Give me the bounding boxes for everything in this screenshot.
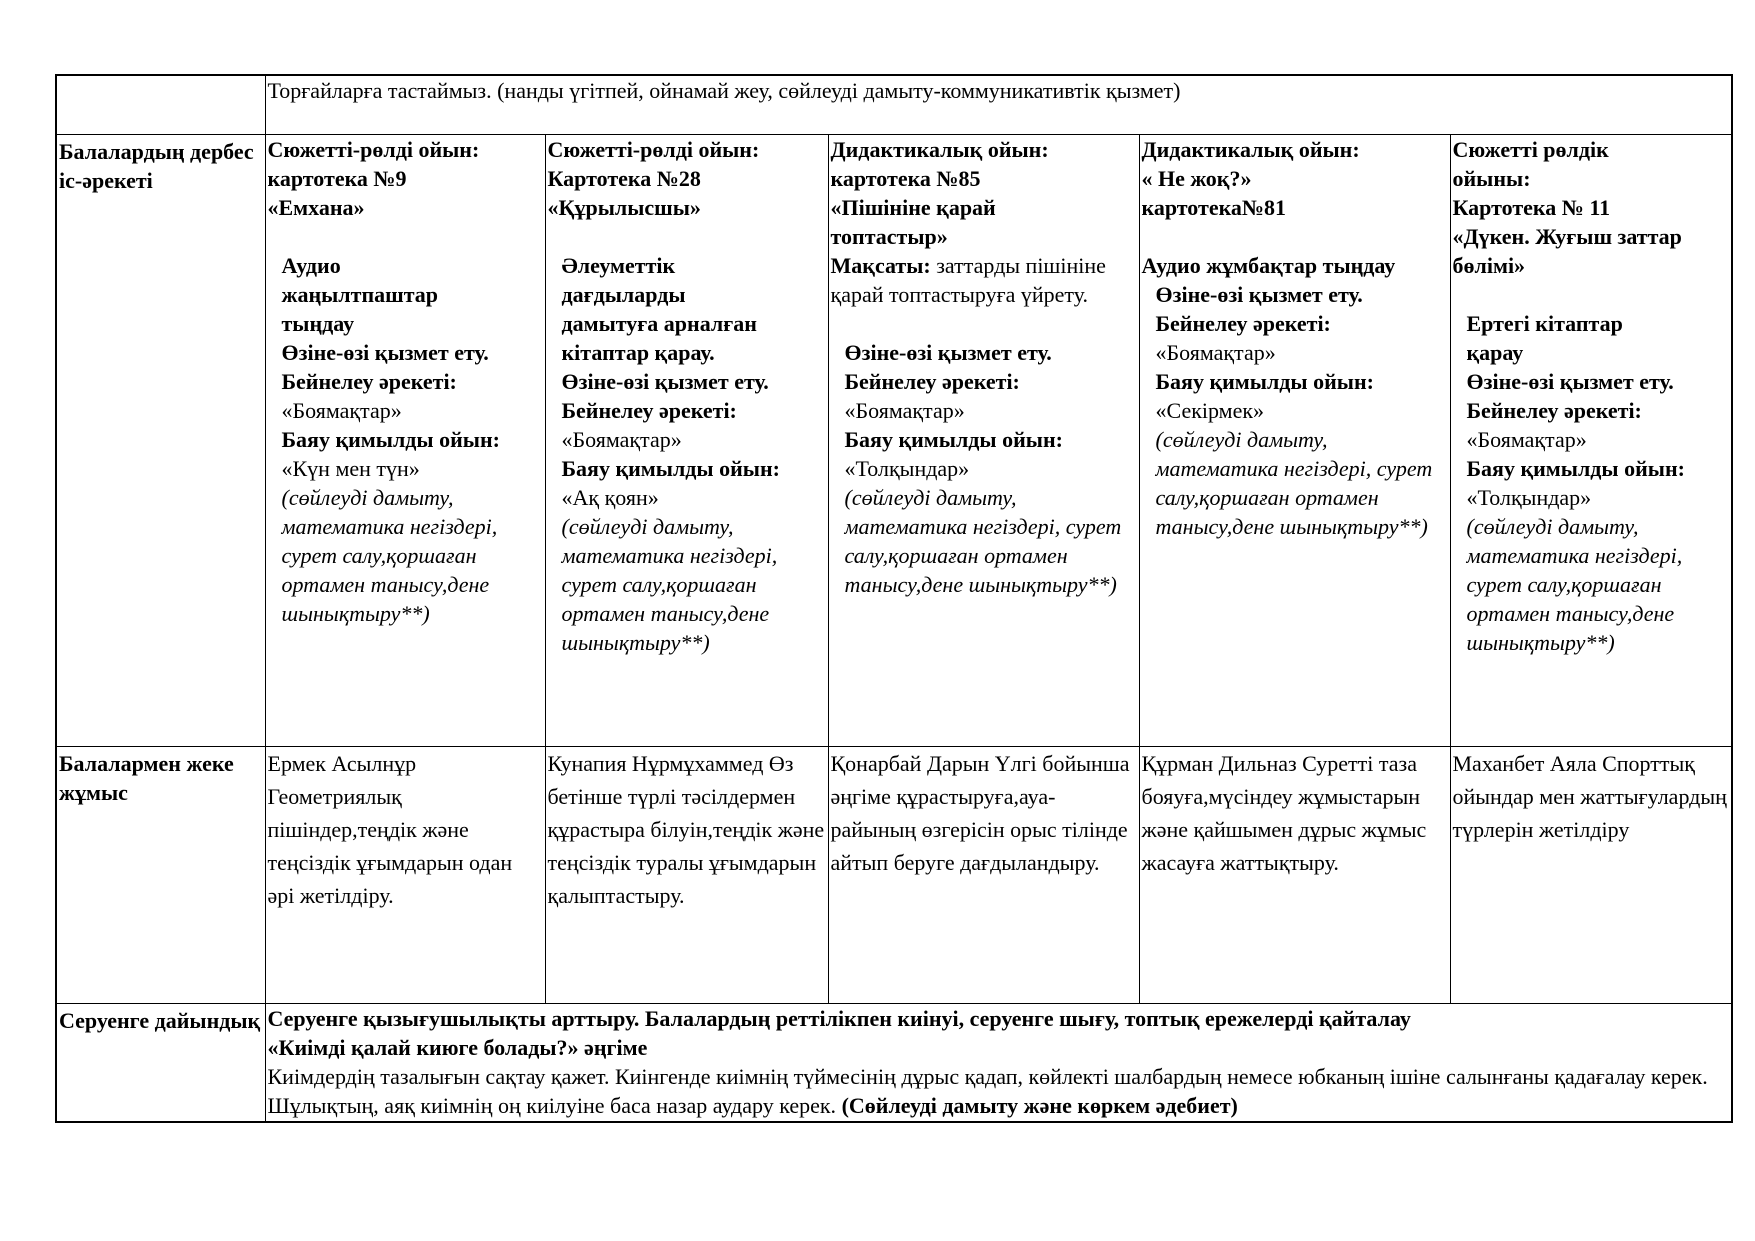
integration-note: (сөйлеуді дамыту, математика негіздері, сурет салу,қоршаған ортамен танысу,дене шынықтыру**): [281, 485, 498, 626]
activity-title: Сюжетті-рөлді ойын:: [267, 137, 480, 162]
art-activity: «Боямақтар»: [561, 427, 682, 452]
activity-title: картотека №85: [830, 166, 981, 191]
activity-item: Бейнелеу әрекеті:: [1466, 398, 1642, 423]
audio-riddles: Аудио жұмбақтар тыңдау: [1141, 253, 1396, 278]
feeding-birds-text: Торғайларға тастаймыз. (нанды үгітпей, ойнамай жеу, сөйлеуді дамыту-коммуникативтік қызмет): [265, 75, 1732, 135]
walk-prep-cell: [265, 1004, 1732, 1123]
individual-work-cell: [265, 747, 545, 1004]
game-name: «Ақ қоян»: [561, 485, 659, 510]
game-name: «Секірмек»: [1155, 398, 1265, 423]
activity-item: Өзіне-өзі қызмет ету.: [561, 369, 769, 394]
walk-prep-integration: (Сөйлеуді дамыту және көркем әдебиет): [841, 1093, 1238, 1118]
activity-item: Бейнелеу әрекеті:: [844, 369, 1020, 394]
individual-work-cell: [545, 747, 828, 1004]
table-row: [56, 747, 1732, 1004]
row-label: [56, 75, 265, 135]
activity-title: «Дүкен. Жуғыш заттар: [1452, 224, 1682, 249]
individual-work-cell: [1139, 747, 1450, 1004]
walk-prep-line3: Киімдердің тазалығын сақтау қажет. Киінгенде киімнің түймесінің дұрыс қадап, көйлекті шалбардың немесе юбканың ішіне салынғаны қадағалау керек. Шұлықтың, аяқ киімнің оң киілуіне баса назар аудару керек.: [267, 1064, 1708, 1118]
table-row: [56, 1004, 1732, 1123]
activity-cell-2: [545, 135, 828, 747]
goal-label: Мақсаты:: [830, 253, 931, 278]
integration-note: (сөйлеуді дамыту, математика негіздері, сурет салу,қоршаған ортамен танысу,дене шынықтыру**): [1466, 514, 1683, 655]
activity-title: Дидактикалық ойын:: [830, 137, 1049, 162]
activity-title: «Емхана»: [267, 195, 365, 220]
game-name: «Толқындар»: [844, 456, 970, 481]
activity-title: Картотека №28: [547, 166, 701, 191]
individual-work-text: Ермек Асылнұр Геометриялық пішіндер,теңдік және теңсіздік ұғымдарын одан әрі жетілдіру.: [267, 751, 513, 908]
activity-item: кітаптар қарау.: [561, 340, 715, 365]
activity-item: Әлеуметтік: [561, 253, 676, 278]
art-activity: «Боямақтар»: [1155, 340, 1276, 365]
activity-item: Бейнелеу әрекеті:: [561, 398, 737, 423]
activity-item: қарау: [1466, 340, 1524, 365]
individual-work-text: Қонарбай Дарын Үлгі бойынша әңгіме құрастыруға,ауа-райының өзгерісін орыс тілінде айтып беруге дағдыландыру.: [830, 751, 1130, 875]
activity-title: картотека№81: [1141, 195, 1287, 220]
individual-work-cell: [1450, 747, 1732, 1004]
schedule-table: [55, 74, 1733, 1123]
activity-title: картотека №9: [267, 166, 407, 191]
activity-cell-4: [1139, 135, 1450, 747]
activity-title: Сюжетті-рөлді ойын:: [547, 137, 760, 162]
game-label: Баяу қимылды ойын:: [281, 427, 500, 452]
integration-note: (сөйлеуді дамыту, математика негіздері, сурет салу,қоршаған ортамен танысу,дене шынықтыру**): [1155, 427, 1433, 539]
row-label: Балалармен жеке жұмыс: [56, 747, 265, 1004]
activity-item: Өзіне-өзі қызмет ету.: [1466, 369, 1674, 394]
walk-prep-line2: «Киімді қалай киюге болады?» әңгіме: [267, 1035, 648, 1060]
activity-item: Бейнелеу әрекеті:: [281, 369, 457, 394]
table-row: [56, 75, 1732, 135]
walk-prep-line1: Серуенге қызығушылықты арттыру. Балалардың реттілікпен киінуі, серуенге шығу, топтық ережелерді қайталау: [267, 1006, 1411, 1031]
activity-item: Аудио: [281, 253, 341, 278]
activity-item: Өзіне-өзі қызмет ету.: [281, 340, 489, 365]
activity-item: жаңылтпаштар: [281, 282, 439, 307]
game-label: Баяу қимылды ойын:: [844, 427, 1063, 452]
activity-item: Ертегі кітаптар: [1466, 311, 1623, 336]
activity-item: дамытуға арналған: [561, 311, 757, 336]
activity-title: ойыны:: [1452, 166, 1531, 191]
activity-cell-3: [828, 135, 1139, 747]
row-label: Серуенге дайындық: [56, 1004, 265, 1123]
activity-title: Дидактикалық ойын:: [1141, 137, 1360, 162]
row-label: Балалардың дербес іс-әрекеті: [56, 135, 265, 747]
individual-work-cell: [828, 747, 1139, 1004]
activity-title: «Құрылысшы»: [547, 195, 701, 220]
game-name: «Толқындар»: [1466, 485, 1592, 510]
activity-title: «Пішініне қарай: [830, 195, 996, 220]
activity-item: тыңдау: [281, 311, 355, 336]
activity-title: Сюжетті рөлдік: [1452, 137, 1609, 162]
art-activity: «Боямақтар»: [844, 398, 965, 423]
activity-item: дағдыларды: [561, 282, 686, 307]
game-name: «Күн мен түн»: [281, 456, 420, 481]
individual-work-text: Құрман Дильназ Суретті таза бояуға,мүсіндеу жұмыстарын және қайшымен дұрыс жұмыс жасауға жаттықтыру.: [1141, 751, 1427, 875]
art-activity: «Боямақтар»: [1466, 427, 1587, 452]
game-label: Баяу қимылды ойын:: [1155, 369, 1374, 394]
activity-cell-1: [265, 135, 545, 747]
individual-work-text: Маханбет Аяла Спорттық ойындар мен жаттығулардың түрлерін жетілдіру: [1452, 751, 1727, 842]
integration-note: (сөйлеуді дамыту, математика негіздері, сурет салу,қоршаған ортамен танысу,дене шынықтыру**): [561, 514, 778, 655]
integration-note: (сөйлеуді дамыту, математика негіздері, сурет салу,қоршаған ортамен танысу,дене шынықтыру**): [844, 485, 1122, 597]
activity-title: топтастыр»: [830, 224, 948, 249]
activity-item: Өзіне-өзі қызмет ету.: [1155, 282, 1363, 307]
activity-title: « Не жоқ?»: [1141, 166, 1252, 191]
game-label: Баяу қимылды ойын:: [1466, 456, 1685, 481]
activity-item: Өзіне-өзі қызмет ету.: [844, 340, 1052, 365]
activity-item: Бейнелеу әрекеті:: [1155, 311, 1331, 336]
table-row: [56, 135, 1732, 747]
activity-cell-5: [1450, 135, 1732, 747]
individual-work-text: Кунапия Нұрмұхаммед Өз бетінше түрлі тәсілдермен құрастыра білуін,теңдік және теңсіздік туралы ұғымдарын қалыптастыру.: [547, 751, 825, 908]
activity-title: Картотека № 11: [1452, 195, 1611, 220]
game-label: Баяу қимылды ойын:: [561, 456, 780, 481]
goal-text: заттарды пішініне қарай топтастыруға үйрету.: [830, 253, 1106, 307]
art-activity: «Боямақтар»: [281, 398, 402, 423]
activity-title: бөлімі»: [1452, 253, 1526, 278]
